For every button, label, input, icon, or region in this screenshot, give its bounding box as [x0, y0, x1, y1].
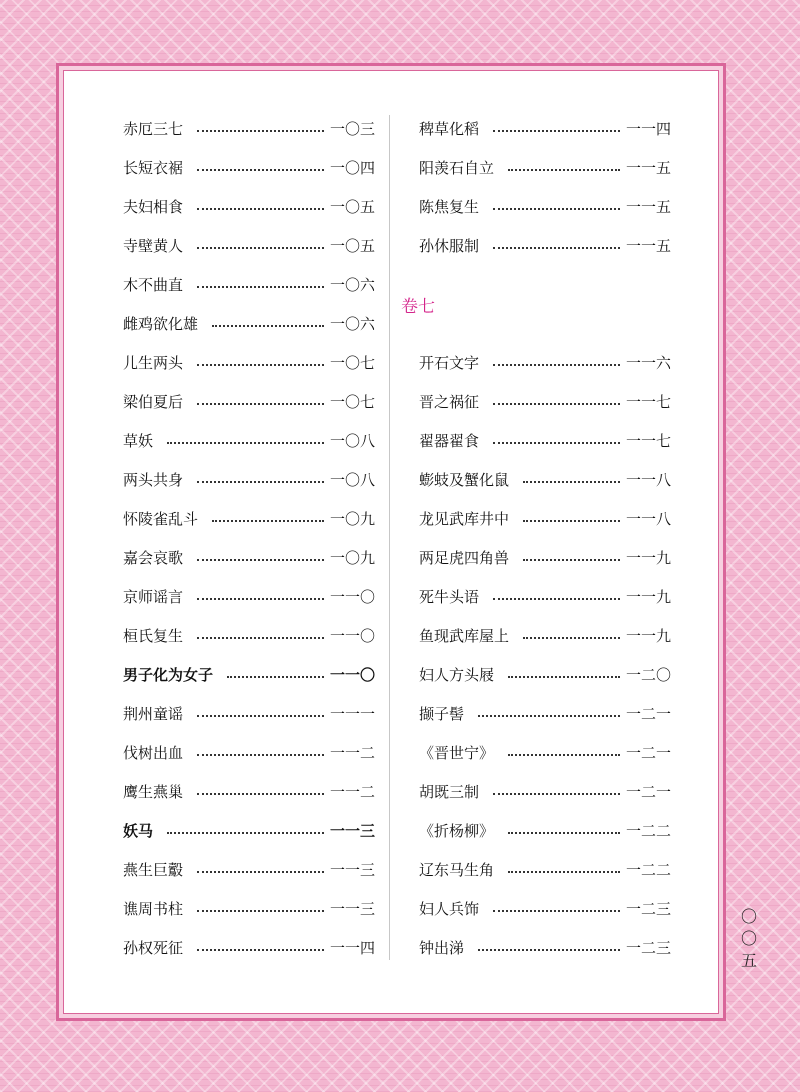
toc-entry-title: 两头共身 — [123, 471, 184, 489]
toc-entry — [419, 538, 671, 577]
toc-entry-title: 胡既三制 — [419, 783, 480, 801]
dot-leader — [508, 754, 620, 756]
toc-entry — [123, 889, 375, 928]
toc-entry-title: 翟器翟食 — [419, 432, 480, 450]
toc-entry-page: 一二〇 — [625, 666, 671, 684]
toc-entry — [123, 655, 375, 694]
toc-entry — [123, 148, 375, 187]
dot-leader — [197, 130, 324, 132]
toc-entry-page: 一二一 — [625, 705, 671, 723]
toc-entry-page: 一一三 — [329, 900, 375, 918]
page-number-digit: 五 — [740, 951, 757, 970]
toc-entry — [123, 694, 375, 733]
toc-entry — [123, 304, 375, 343]
dot-leader — [212, 325, 324, 327]
toc-entry — [419, 889, 671, 928]
toc-entry — [123, 421, 375, 460]
dot-leader — [508, 676, 620, 678]
toc-entry-title: 梁伯夏后 — [123, 393, 184, 411]
toc-entry — [419, 187, 671, 226]
toc-entry-page: 一二二 — [625, 861, 671, 879]
toc-entry — [123, 460, 375, 499]
dot-leader — [197, 169, 324, 171]
toc-entry-title: 草妖 — [123, 432, 154, 450]
toc-entry — [123, 616, 375, 655]
toc-entry — [123, 499, 375, 538]
dot-leader — [197, 637, 324, 639]
toc-column-right — [401, 109, 671, 967]
toc-entry — [419, 850, 671, 889]
toc-entry-title: 寺壁黄人 — [123, 237, 184, 255]
toc-entry-title: 妇人兵饰 — [419, 900, 480, 918]
toc-entry-page: 一二三 — [625, 900, 671, 918]
page-number-digit: 〇 — [740, 907, 757, 926]
toc-entry-title: 撷子髻 — [419, 705, 465, 723]
toc-entry-title: 长短衣裾 — [123, 159, 184, 177]
toc-entry-page: 一〇八 — [329, 471, 375, 489]
toc-entry-title: 陈焦复生 — [419, 198, 480, 216]
toc-entry-page: 一一八 — [625, 471, 671, 489]
dot-leader — [478, 715, 620, 717]
dot-leader — [493, 793, 620, 795]
toc-entry — [419, 109, 671, 148]
toc-entry-page: 一〇七 — [329, 393, 375, 411]
dot-leader — [493, 247, 620, 249]
toc-entry — [419, 655, 671, 694]
dot-leader — [493, 403, 620, 405]
toc-entry-title: 雌鸡欲化雄 — [123, 315, 199, 333]
toc-entry-title: 《折杨柳》 — [419, 822, 495, 840]
toc-entry-title: 谯周书柱 — [123, 900, 184, 918]
toc-entry — [419, 772, 671, 811]
toc-entry-page: 一一二 — [329, 744, 375, 762]
toc-entry-title: 燕生巨鷇 — [123, 861, 184, 879]
toc-entry-title: 桓氏复生 — [123, 627, 184, 645]
dot-leader — [197, 715, 324, 717]
toc-entry — [123, 382, 375, 421]
toc-entry-page: 一一四 — [625, 120, 671, 138]
toc-entry-page: 一一二 — [329, 783, 375, 801]
toc-entry-page: 一〇四 — [329, 159, 375, 177]
toc-entry — [123, 811, 375, 850]
toc-entry — [419, 226, 671, 265]
dot-leader — [523, 637, 620, 639]
toc-entry-page: 一〇五 — [329, 237, 375, 255]
toc-entry-title: 鹰生燕巢 — [123, 783, 184, 801]
column-divider — [389, 115, 390, 960]
toc-entry — [123, 109, 375, 148]
toc-entry-page: 一二一 — [625, 783, 671, 801]
toc-entry — [419, 148, 671, 187]
toc-entry-page: 一一〇 — [329, 627, 375, 645]
toc-entry-page: 一一九 — [625, 627, 671, 645]
toc-entry-page: 一一五 — [625, 198, 671, 216]
toc-entry-page: 一〇八 — [329, 432, 375, 450]
toc-entry-title: 阳羡石自立 — [419, 159, 495, 177]
toc-entry-page: 一二三 — [625, 939, 671, 957]
dot-leader — [197, 910, 324, 912]
toc-entry — [123, 850, 375, 889]
toc-entry-title: 妖马 — [123, 822, 154, 840]
dot-leader — [523, 559, 620, 561]
dot-leader — [508, 169, 620, 171]
toc-entry-title: 赤厄三七 — [123, 120, 184, 138]
dot-leader — [197, 208, 324, 210]
dot-leader — [197, 481, 324, 483]
toc-entry-title: 孙休服制 — [419, 237, 480, 255]
toc-entry — [419, 811, 671, 850]
dot-leader — [197, 364, 324, 366]
toc-entry — [419, 343, 671, 382]
toc-entry-title: 《晋世宁》 — [419, 744, 495, 762]
toc-entry-page: 一一三 — [329, 822, 375, 840]
dot-leader — [197, 949, 324, 951]
toc-entry-page: 一二一 — [625, 744, 671, 762]
toc-entry — [123, 265, 375, 304]
toc-entry-page: 一一六 — [625, 354, 671, 372]
toc-entry-title: 儿生两头 — [123, 354, 184, 372]
dot-leader — [523, 520, 620, 522]
toc-entry — [123, 343, 375, 382]
toc-entry — [419, 733, 671, 772]
toc-entry — [419, 499, 671, 538]
dot-leader — [197, 286, 324, 288]
toc-entry-title: 稗草化稻 — [419, 120, 480, 138]
dot-leader — [197, 754, 324, 756]
toc-entry-page: 一〇六 — [329, 315, 375, 333]
toc-entry-page: 一一九 — [625, 549, 671, 567]
toc-entry — [123, 226, 375, 265]
dot-leader — [493, 598, 620, 600]
toc-entry-title: 京师谣言 — [123, 588, 184, 606]
toc-entry-page: 一〇三 — [329, 120, 375, 138]
toc-entry-page: 一一三 — [329, 861, 375, 879]
dot-leader — [197, 403, 324, 405]
toc-entry-title: 两足虎四角兽 — [419, 549, 510, 567]
toc-entry-title: 鱼现武库屋上 — [419, 627, 510, 645]
dot-leader — [197, 598, 324, 600]
section-title: 卷七 — [401, 296, 435, 317]
toc-entry-page: 一〇六 — [329, 276, 375, 294]
toc-entry — [419, 577, 671, 616]
dot-leader — [197, 247, 324, 249]
toc-entry — [123, 187, 375, 226]
toc-entry-title: 孙权死征 — [123, 939, 184, 957]
dot-leader — [197, 793, 324, 795]
toc-entry — [419, 694, 671, 733]
toc-entry — [123, 733, 375, 772]
toc-entry-page: 一一五 — [625, 159, 671, 177]
toc-entry-page: 一一七 — [625, 432, 671, 450]
dot-leader — [197, 559, 324, 561]
toc-entry — [419, 616, 671, 655]
dot-leader — [523, 481, 620, 483]
toc-entry-page: 一一七 — [625, 393, 671, 411]
dot-leader — [508, 871, 620, 873]
dot-leader — [167, 442, 324, 444]
dot-leader — [227, 676, 324, 678]
toc-entry-title: 伐树出血 — [123, 744, 184, 762]
toc-column-left — [123, 109, 375, 967]
toc-entry-page: 一一九 — [625, 588, 671, 606]
dot-leader — [493, 442, 620, 444]
toc-entry-page: 一一五 — [625, 237, 671, 255]
toc-entry-title: 辽东马生角 — [419, 861, 495, 879]
toc-entry-title: 龙见武库井中 — [419, 510, 510, 528]
dot-leader — [493, 910, 620, 912]
toc-entry-page: 一一〇 — [329, 588, 375, 606]
toc-entry-title: 妇人方头屐 — [419, 666, 495, 684]
toc-entry-page: 一一四 — [329, 939, 375, 957]
toc-entry-page: 一〇五 — [329, 198, 375, 216]
page-number — [737, 906, 761, 972]
toc-entry-title: 荆州童谣 — [123, 705, 184, 723]
toc-entry-title: 晋之祸征 — [419, 393, 480, 411]
toc-group-continued — [419, 109, 671, 265]
toc-entry-title: 嘉会哀歌 — [123, 549, 184, 567]
dot-leader — [478, 949, 620, 951]
dot-leader — [508, 832, 620, 834]
toc-entry-title: 钟出涕 — [419, 939, 465, 957]
toc-entry — [419, 928, 671, 967]
toc-entry-page: 一二二 — [625, 822, 671, 840]
toc-entry — [123, 577, 375, 616]
toc-entry-title: 怀陵雀乱斗 — [123, 510, 199, 528]
toc-entry-title: 木不曲直 — [123, 276, 184, 294]
toc-entry — [419, 460, 671, 499]
dot-leader — [493, 208, 620, 210]
toc-entry-page: 一一一 — [329, 705, 375, 723]
toc-entry-page: 一一八 — [625, 510, 671, 528]
toc-entry-page: 一〇九 — [329, 549, 375, 567]
toc-entry — [123, 538, 375, 577]
dot-leader — [212, 520, 324, 522]
toc-entry-title: 蟛蚑及蟹化鼠 — [419, 471, 510, 489]
toc-entry — [123, 928, 375, 967]
toc-entry-title: 夫妇相食 — [123, 198, 184, 216]
toc-entry-title: 男子化为女子 — [123, 666, 214, 684]
page-number-digit: 〇 — [740, 929, 757, 948]
toc-entry — [123, 772, 375, 811]
dot-leader — [493, 130, 620, 132]
toc-entry-title: 开石文字 — [419, 354, 480, 372]
toc-entry-page: 一〇七 — [329, 354, 375, 372]
toc-entry — [419, 421, 671, 460]
toc-entry-title: 死牛头语 — [419, 588, 480, 606]
toc-entry-page: 一〇九 — [329, 510, 375, 528]
dot-leader — [493, 364, 620, 366]
toc-group-juan-qi — [419, 343, 671, 967]
dot-leader — [167, 832, 324, 834]
toc-entry — [419, 382, 671, 421]
toc-entry-page: 一一〇 — [329, 666, 375, 684]
dot-leader — [197, 871, 324, 873]
